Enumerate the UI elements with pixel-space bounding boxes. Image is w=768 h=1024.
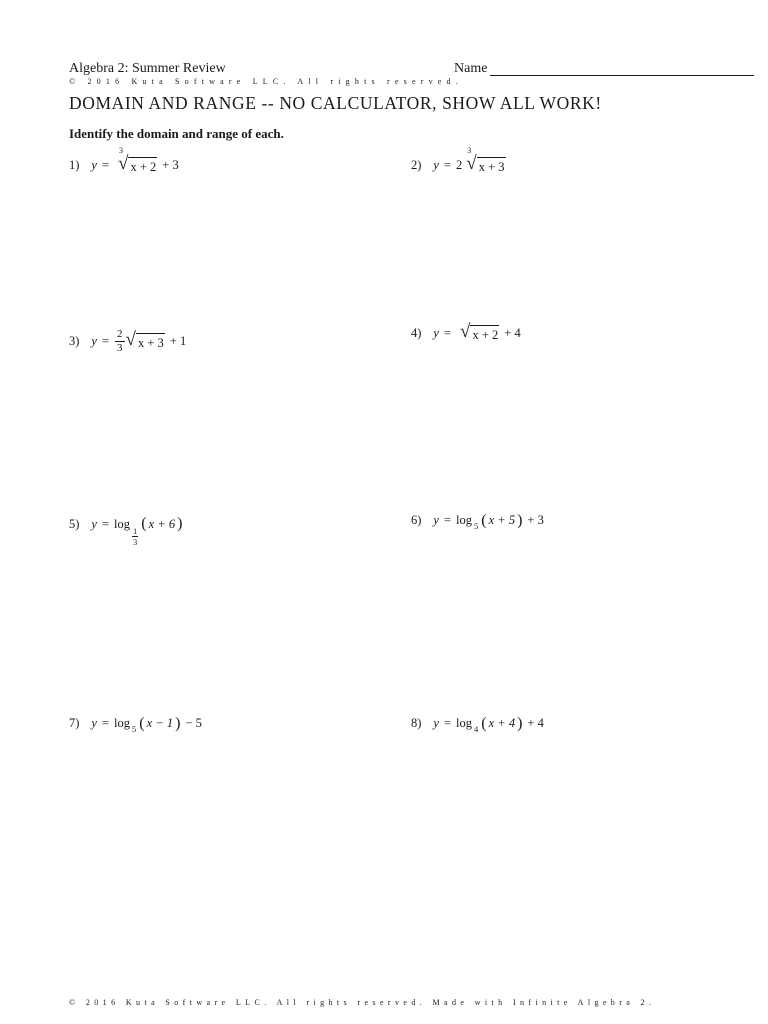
name-label: Name bbox=[454, 61, 488, 76]
copyright-footer: © 2016 Kuta Software LLC. All rights reserved. Made with Infinite Algebra 2. bbox=[69, 998, 656, 1007]
problem-2: 2) y = 2 3 √ x + 3 bbox=[411, 146, 505, 174]
course-title: Algebra 2: Summer Review bbox=[69, 61, 226, 76]
problem-4: 4) y = √ x + 2 + 4 bbox=[411, 321, 521, 342]
problem-6: 6) y = log 5 ( x + 5 ) + 3 bbox=[411, 511, 544, 531]
cube-root: 3 √ x + 2 bbox=[118, 146, 157, 174]
name-blank-line[interactable] bbox=[490, 75, 754, 76]
instructions: Identify the domain and range of each. bbox=[69, 126, 284, 141]
square-root: √ x + 2 bbox=[460, 321, 499, 342]
square-root: √ x + 3 bbox=[125, 329, 164, 350]
problem-8: 8) y = log 4 ( x + 4 ) + 4 bbox=[411, 714, 544, 734]
log-base-fraction: 1 3 bbox=[133, 526, 138, 547]
problem-1: 1) y = 3 √ x + 2 + 3 bbox=[69, 146, 179, 174]
worksheet-title: DOMAIN AND RANGE -- NO CALCULATOR, SHOW ALL WORK! bbox=[69, 93, 602, 113]
fraction: $\frac{2}{3}$ bbox=[117, 328, 123, 354]
problem-3: 3) y = $\frac{2}{3}$ √ x + 3 + 1 bbox=[69, 328, 187, 354]
cube-root: 3 √ x + 3 bbox=[466, 146, 505, 174]
problem-5: 5) y = log 1 3 ( x + 6 ) bbox=[69, 515, 183, 547]
copyright-top: © 2016 Kuta Software LLC. All rights reserved. bbox=[69, 77, 463, 86]
problem-7: 7) y = log 5 ( x − 1 ) − 5 bbox=[69, 714, 202, 734]
